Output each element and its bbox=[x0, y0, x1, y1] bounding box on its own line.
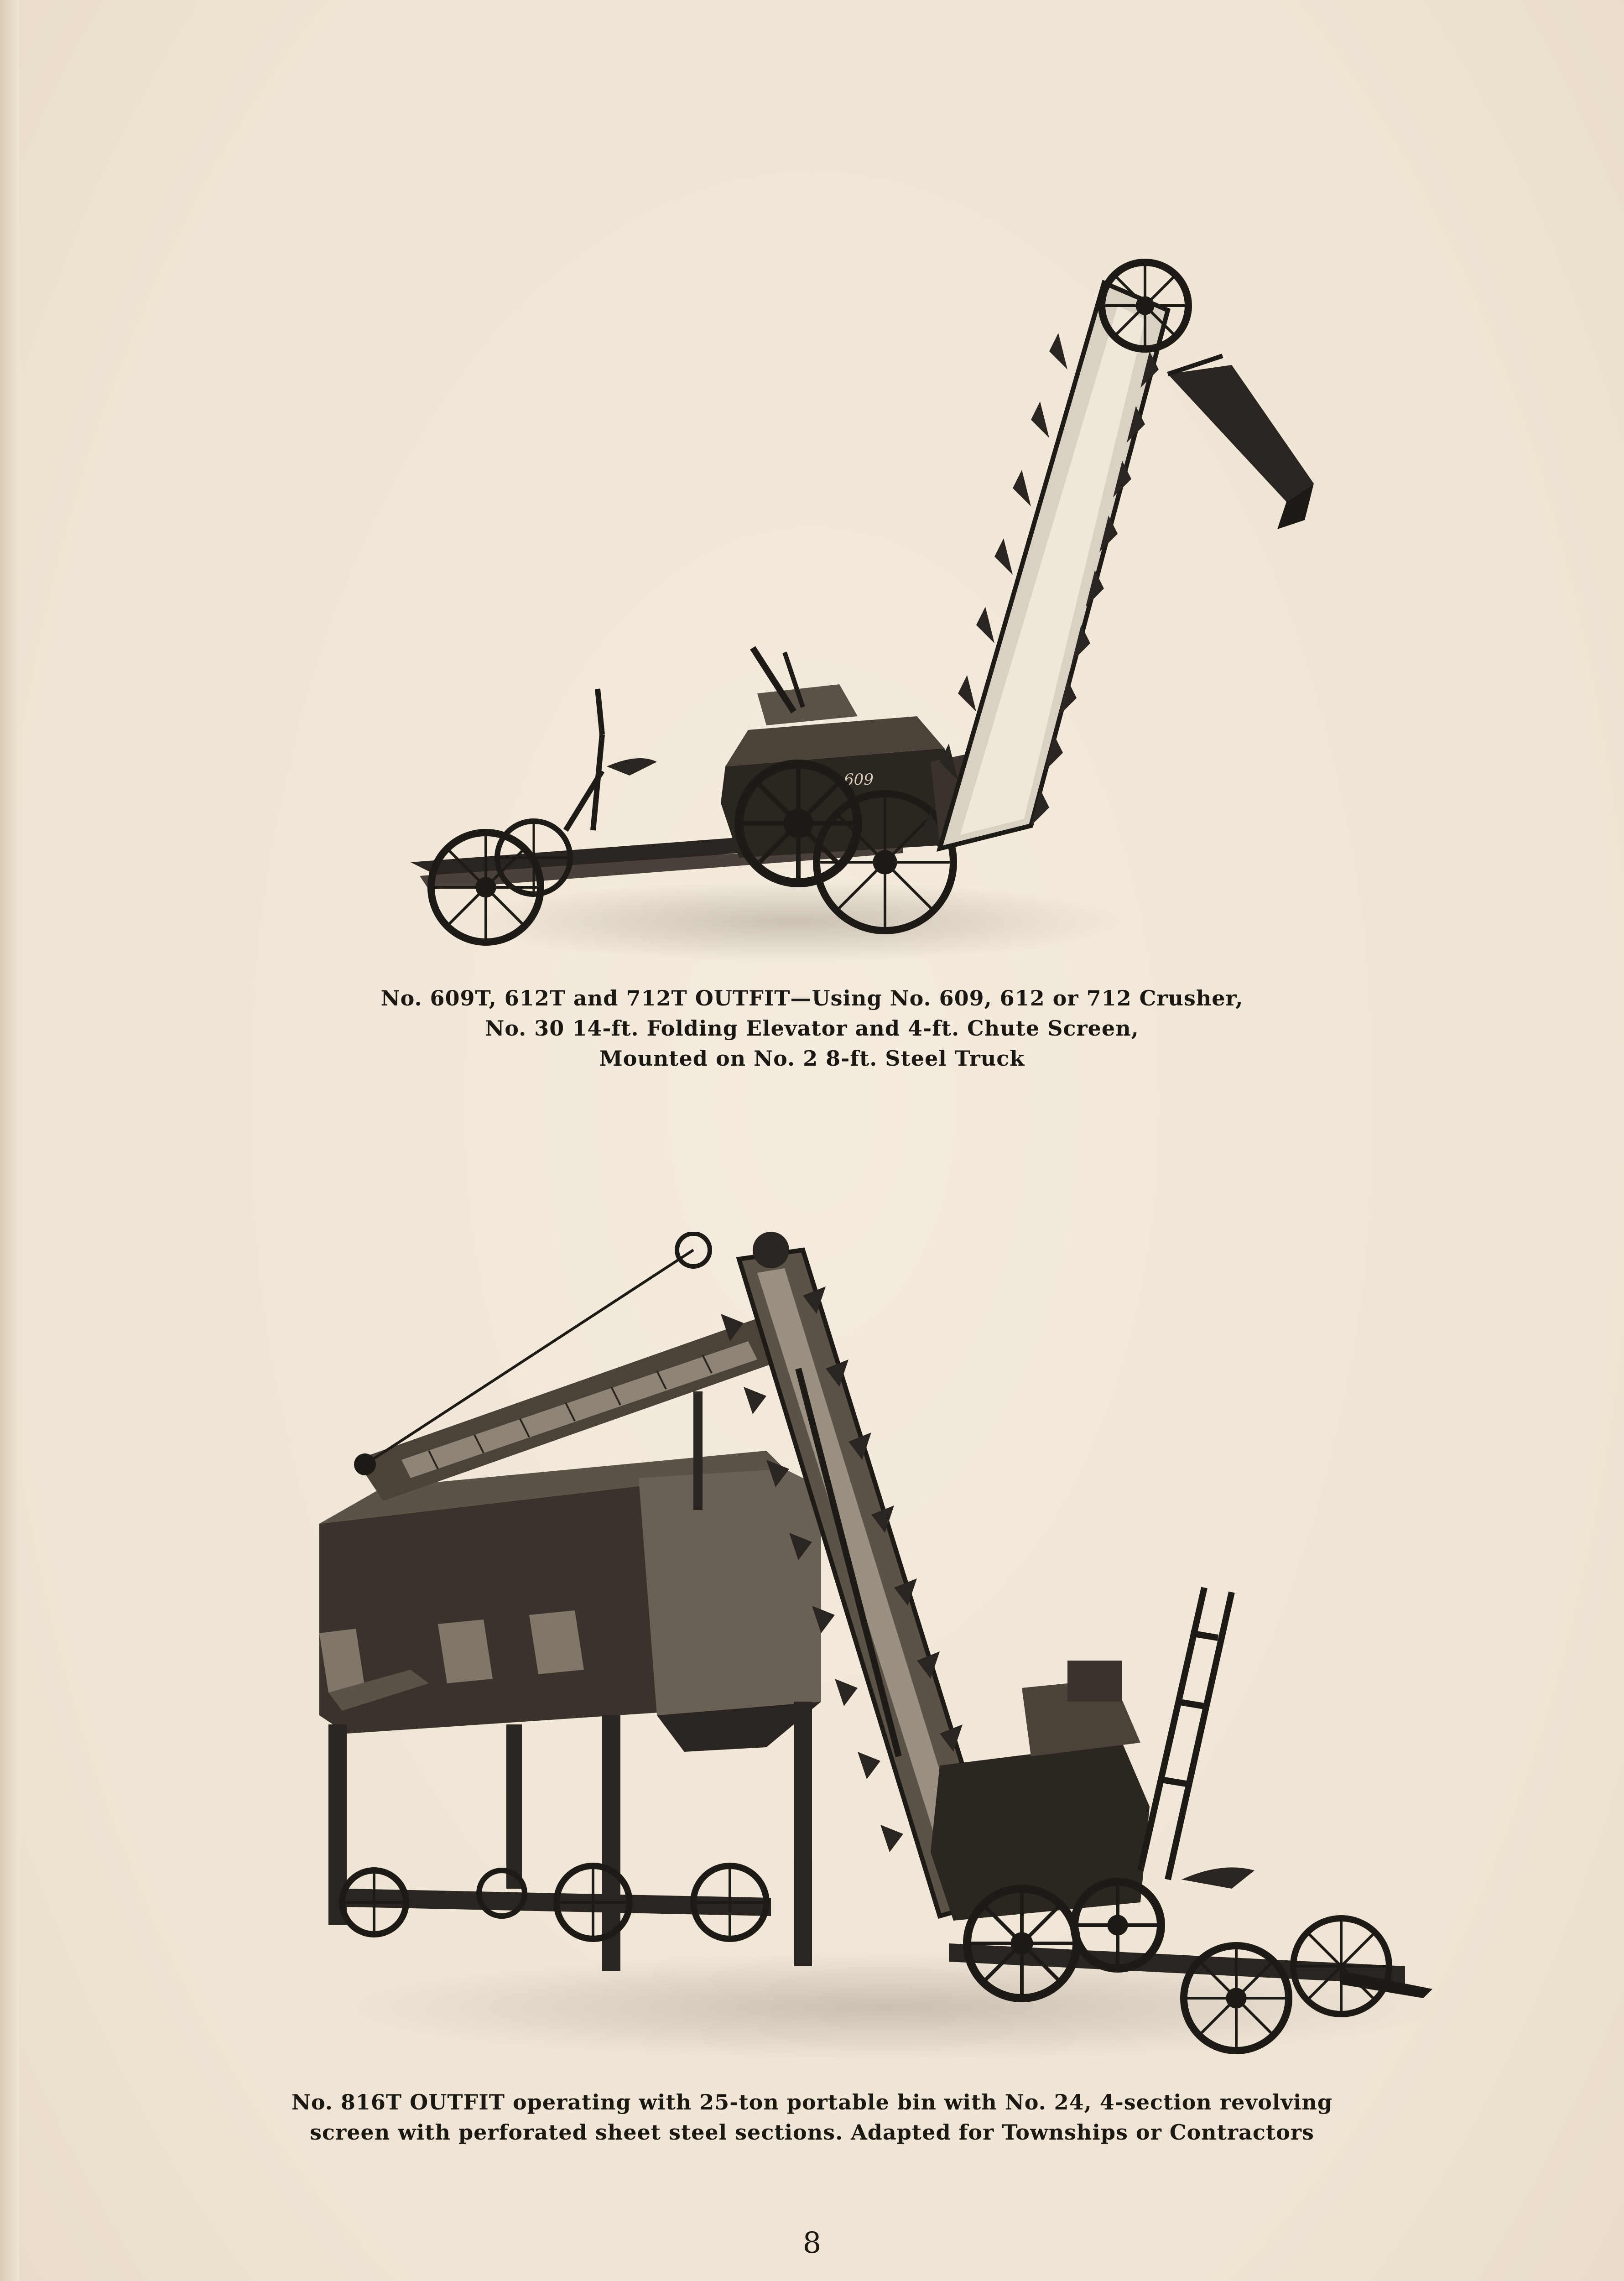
page-spine-shadow bbox=[0, 0, 19, 2281]
page-number: 8 bbox=[802, 2226, 822, 2260]
bottom-figure-caption bbox=[182, 2087, 1442, 2147]
caption-line: Mounted on No. 2 8-ft. Steel Truck bbox=[599, 1046, 1025, 1071]
crusher-outfit-drawing bbox=[392, 255, 1332, 967]
caption-line: No. 30 14-ft. Folding Elevator and 4-ft. Chute Screen, bbox=[485, 1016, 1139, 1041]
crusher-marking: 609 bbox=[844, 771, 874, 789]
caption-line: No. 816T OUTFIT operating with 25-ton portable bin with No. 24, 4-section revolving bbox=[291, 2090, 1333, 2114]
caption-line: No. 609T, 612T and 712T OUTFIT—Using No. 609, 612 or 712 Crusher, bbox=[380, 986, 1244, 1010]
caption-line: screen with perforated sheet steel sections. Adapted for Townships or Contractors bbox=[310, 2120, 1314, 2145]
crusher-outfit-illustration bbox=[392, 255, 1332, 967]
portable-bin-outfit-illustration bbox=[292, 1232, 1442, 2080]
top-figure-caption bbox=[182, 983, 1442, 1073]
portable-bin-outfit-drawing bbox=[292, 1232, 1442, 2080]
